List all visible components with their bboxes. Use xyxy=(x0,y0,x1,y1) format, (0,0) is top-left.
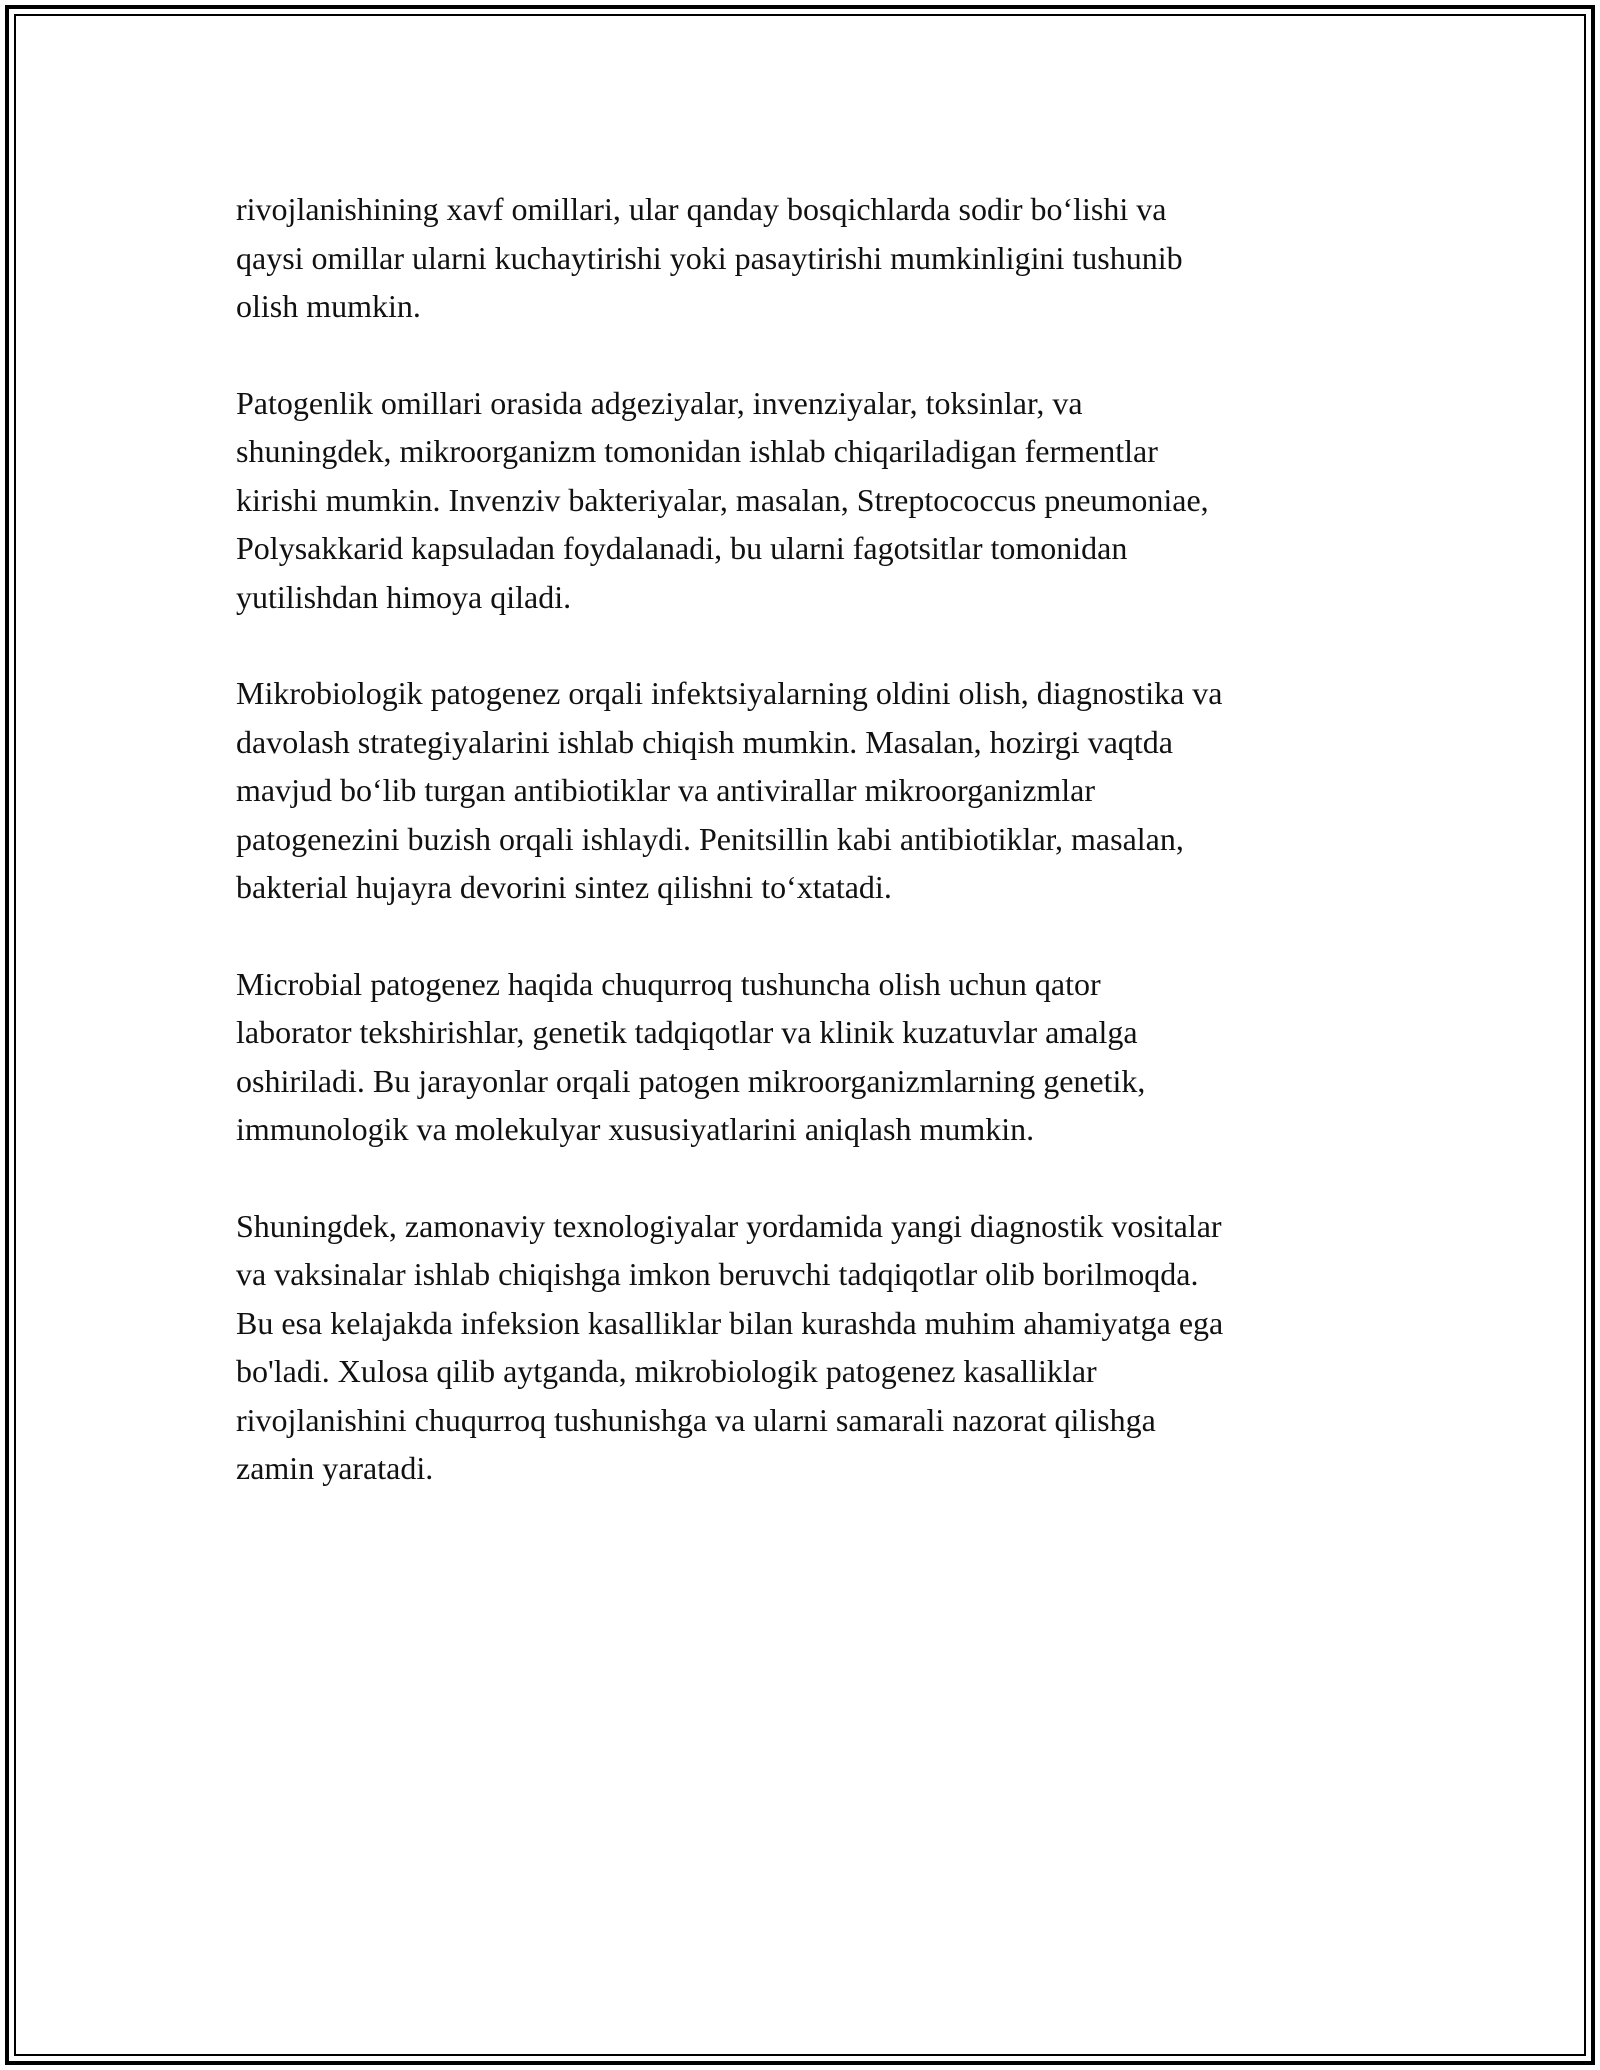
paragraph-1 xyxy=(236,185,1376,331)
paragraph-3 xyxy=(236,669,1376,912)
text-line: laborator tekshirishlar, genetik tadqiqotlar va klinik kuzatuvlar amalga xyxy=(236,1014,1138,1050)
text-line: kirishi mumkin. Invenziv bakteriyalar, masalan, Streptococcus pneumoniae, xyxy=(236,481,1209,518)
paragraph-2 xyxy=(236,379,1376,622)
text-line: rivojlanishini chuqurroq tushunishga va ularni samarali nazorat qilishga xyxy=(236,1401,1156,1438)
text-line: patogenezini buzish orqali ishlaydi. Penitsillin kabi antibiotiklar, masalan, xyxy=(236,820,1184,857)
paragraph-4 xyxy=(236,960,1376,1154)
paragraph-5 xyxy=(236,1202,1376,1493)
text-line: zamin yaratadi. xyxy=(236,1450,434,1486)
text-line: rivojlanishining xavf omillari, ular qanday bosqichlarda sodir bo‘lishi va xyxy=(236,191,1167,227)
text-line: shuningdek, mikroorganizm tomonidan ishlab chiqariladigan fermentlar xyxy=(236,433,1158,469)
text-line: Mikrobiologik patogenez orqali infektsiyalarning oldini olish, diagnostika va xyxy=(236,675,1223,711)
text-line: Microbial patogenez haqida chuqurroq tushuncha olish uchun qator xyxy=(236,965,1101,1002)
document-body xyxy=(236,185,1376,1541)
text-line: oshiriladi. Bu jarayonlar orqali patogen mikroorganizmlarning genetik, xyxy=(236,1062,1146,1099)
text-line: davolash strategiyalarini ishlab chiqish mumkin. Masalan, hozirgi vaqtda xyxy=(236,723,1173,760)
text-line: qaysi omillar ularni kuchaytirishi yoki pasaytirishi mumkinligini tushunib xyxy=(236,239,1183,276)
text-line: Bu esa kelajakda infeksion kasalliklar bilan kurashda muhim ahamiyatga ega xyxy=(236,1304,1224,1341)
text-line: bo'ladi. Xulosa qilib aytganda, mikrobiologik patogenez kasalliklar xyxy=(236,1353,1097,1389)
text-line: Patogenlik omillari orasida adgeziyalar, invenziyalar, toksinlar, va xyxy=(236,384,1083,421)
text-line: Shuningdek, zamonaviy texnologiyalar yordamida yangi diagnostik vositalar xyxy=(236,1207,1222,1244)
text-line: mavjud bo‘lib turgan antibiotiklar va antivirallar mikroorganizmlar xyxy=(236,772,1096,808)
text-line: va vaksinalar ishlab chiqishga imkon beruvchi tadqiqotlar olib borilmoqda. xyxy=(236,1256,1199,1292)
text-line: Polysakkarid kapsuladan foydalanadi, bu ularni fagotsitlar tomonidan xyxy=(236,530,1128,566)
text-line: yutilishdan himoya qiladi. xyxy=(236,578,572,615)
text-line: bakterial hujayra devorini sintez qilishni to‘xtatadi. xyxy=(236,869,892,905)
text-line: immunologik va molekulyar xususiyatlarini aniqlash mumkin. xyxy=(236,1111,1035,1147)
text-line: olish mumkin. xyxy=(236,288,421,324)
